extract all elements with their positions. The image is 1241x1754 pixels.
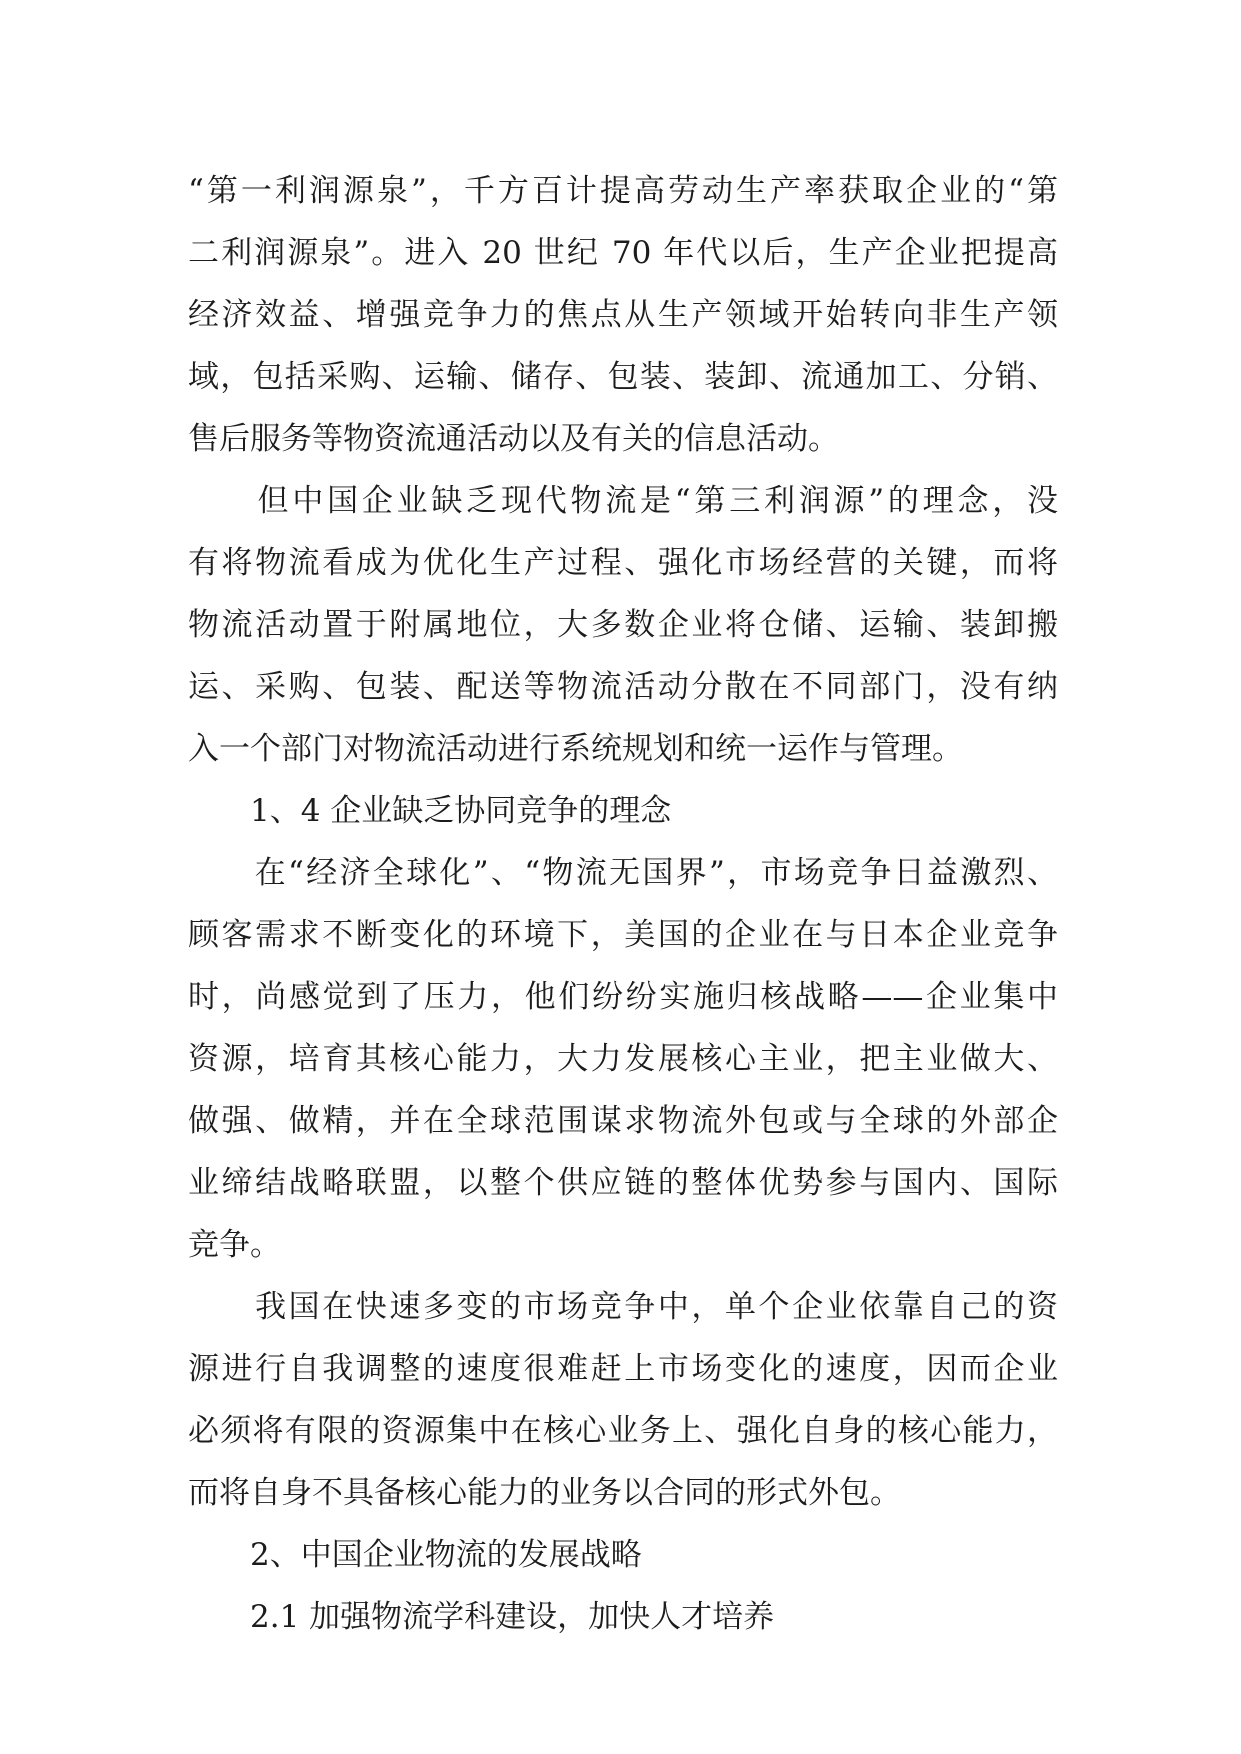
section-heading: 2、中国企业物流的发展战略 — [188, 1537, 642, 1573]
text-line: 二利润源泉”。进入 20 世纪 70 年代以后，生产企业把提高 — [188, 235, 1058, 271]
text-line: 有将物流看成为优化生产过程、强化市场经营的关键，而将 — [188, 545, 1058, 581]
text-line: “第一利润源泉”，千方百计提高劳动生产率获取企业的“第 — [188, 173, 1058, 209]
document-body — [188, 160, 1058, 1648]
text-line: 域，包括采购、运输、储存、包装、装卸、流通加工、分销、 — [188, 359, 1058, 395]
section-heading: 1、4 企业缺乏协同竞争的理念 — [188, 793, 672, 829]
text-line: 物流活动置于附属地位，大多数企业将仓储、运输、装卸搬 — [188, 607, 1058, 643]
text-line: 资源，培育其核心能力，大力发展核心主业，把主业做大、 — [188, 1041, 1058, 1077]
text-line: 在“经济全球化”、“物流无国界”，市场竞争日益激烈、 — [188, 855, 1058, 891]
text-line: 运、采购、包装、配送等物流活动分散在不同部门，没有纳 — [188, 669, 1058, 705]
text-line: 经济效益、增强竞争力的焦点从生产领域开始转向非生产领 — [188, 297, 1058, 333]
text-line: 做强、做精，并在全球范围谋求物流外包或与全球的外部企 — [188, 1103, 1058, 1139]
text-line: 时，尚感觉到了压力，他们纷纷实施归核战略——企业集中 — [188, 979, 1058, 1015]
text-line: 我国在快速多变的市场竞争中，单个企业依靠自己的资 — [188, 1289, 1058, 1325]
text-line: 源进行自我调整的速度很难赶上市场变化的速度，因而企业 — [188, 1351, 1058, 1387]
subsection-heading: 2.1 加强物流学科建设，加快人才培养 — [188, 1599, 775, 1635]
text-line: 而将自身不具备核心能力的业务以合同的形式外包。 — [188, 1475, 901, 1511]
text-line: 竞争。 — [188, 1227, 281, 1263]
text-line: 顾客需求不断变化的环境下，美国的企业在与日本企业竞争 — [188, 917, 1058, 953]
text-line: 必须将有限的资源集中在核心业务上、强化自身的核心能力， — [188, 1413, 1058, 1449]
text-line: 业缔结战略联盟，以整个供应链的整体优势参与国内、国际 — [188, 1165, 1058, 1201]
text-line: 入一个部门对物流活动进行系统规划和统一运作与管理。 — [188, 731, 963, 767]
text-line: 售后服务等物资流通活动以及有关的信息活动。 — [188, 421, 839, 457]
text-line: 但中国企业缺乏现代物流是“第三利润源”的理念，没 — [188, 483, 1058, 519]
